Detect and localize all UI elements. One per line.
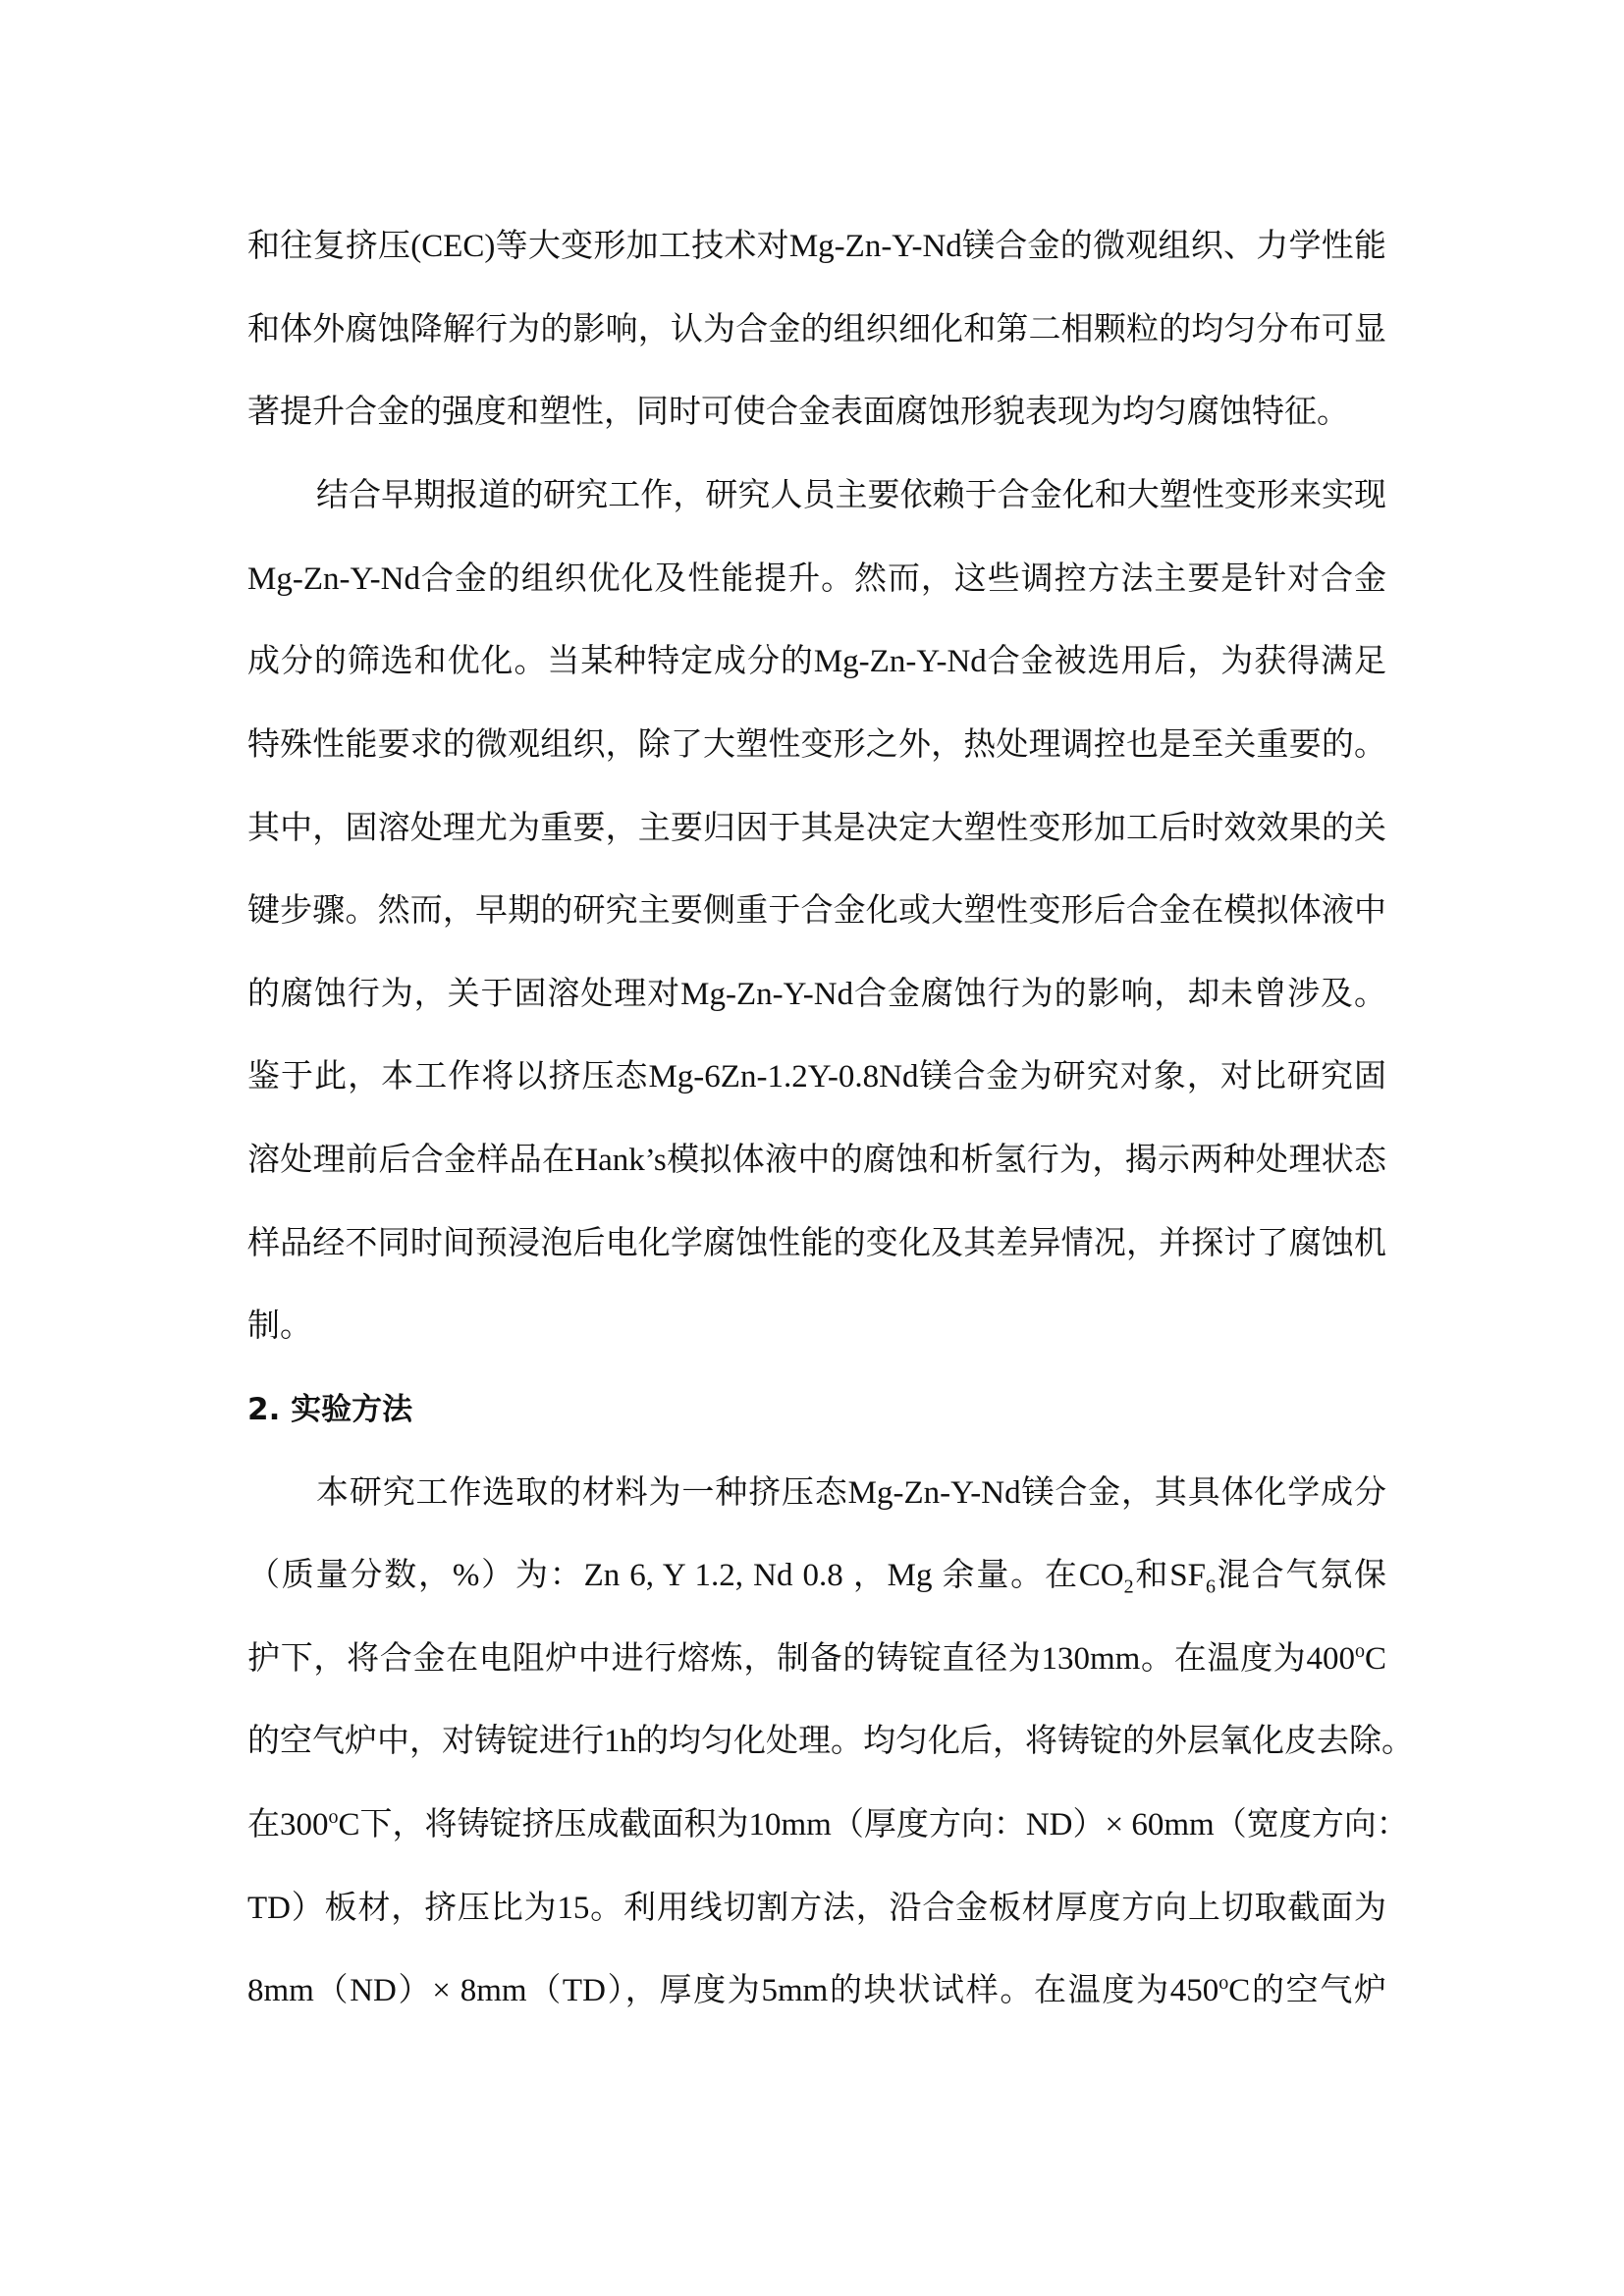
degree-superscript: o bbox=[1218, 1972, 1229, 1994]
paragraph-3-line-5 bbox=[247, 1803, 1409, 1846]
paragraph-3-line-6: TD）板材，挤压比为15。利用线切割方法，沿合金板材厚度方向上切取截面为 bbox=[247, 1891, 1386, 1926]
paragraph-2-line-1: 结合早期报道的研究工作，研究人员主要依赖于合金化和大塑性变形来实现 bbox=[316, 478, 1386, 513]
paragraph-2-line-8: 鉴于此，本工作将以挤压态Mg-6Zn-1.2Y-0.8Nd镁合金为研究对象，对比研究固 bbox=[247, 1059, 1386, 1095]
paragraph-2-line-11: 制。 bbox=[247, 1308, 312, 1344]
paragraph-3-line-2 bbox=[247, 1554, 1386, 1597]
paragraph-3-line-2-part-b: 和SF bbox=[1133, 1558, 1206, 1593]
paragraph-3-line-7-part-b: C的空气炉 bbox=[1228, 1973, 1386, 2008]
paragraph-3-line-2-part-c: 混合气氛保 bbox=[1215, 1558, 1387, 1593]
paragraph-3-line-3 bbox=[247, 1637, 1386, 1681]
paragraph-2-line-2: Mg-Zn-Y-Nd合金的组织优化及性能提升。然而，这些调控方法主要是针对合金 bbox=[247, 561, 1386, 597]
paragraph-2-line-6: 键步骤。然而，早期的研究主要侧重于合金化或大塑性变形后合金在模拟体液中 bbox=[247, 893, 1386, 929]
paragraph-2-line-3: 成分的筛选和优化。当某种特定成分的Mg-Zn-Y-Nd合金被选用后，为获得满足 bbox=[247, 644, 1386, 679]
degree-superscript: o bbox=[328, 1806, 339, 1828]
paragraph-3-line-4: 的空气炉中，对铸锭进行1h的均匀化处理。均匀化后，将铸锭的外层氧化皮去除。 bbox=[247, 1724, 1414, 1759]
paragraph-1-line-1: 和往复挤压(CEC)等大变形加工技术对Mg-Zn-Y-Nd镁合金的微观组织、力学性能 bbox=[247, 229, 1386, 264]
paragraph-3-line-7-part-a: 8mm（ND）× 8mm（TD），厚度为5mm的块状试样。在温度为450 bbox=[247, 1973, 1219, 2008]
paragraph-2-line-7: 的腐蚀行为，关于固溶处理对Mg-Zn-Y-Nd合金腐蚀行为的影响，却未曾涉及。 bbox=[247, 977, 1386, 1012]
paragraph-3-line-3-part-b: C bbox=[1364, 1641, 1386, 1677]
section-heading: 2. 实验方法 bbox=[247, 1392, 413, 1427]
paragraph-2-line-4: 特殊性能要求的微观组织，除了大塑性变形之外，热处理调控也是至关重要的。 bbox=[247, 727, 1386, 763]
degree-superscript: o bbox=[1354, 1640, 1365, 1662]
subscript-sf6: 6 bbox=[1205, 1575, 1216, 1598]
paragraph-2-line-9: 溶处理前后合金样品在Hank’s模拟体液中的腐蚀和析氢行为，揭示两种处理状态 bbox=[247, 1143, 1386, 1178]
paragraph-3-line-1: 本研究工作选取的材料为一种挤压态Mg-Zn-Y-Nd镁合金，其具体化学成分 bbox=[316, 1475, 1386, 1511]
paragraph-2-line-5: 其中，固溶处理尤为重要，主要归因于其是决定大塑性变形加工后时效效果的关 bbox=[247, 811, 1386, 846]
paragraph-3-line-7 bbox=[247, 1969, 1386, 2012]
paragraph-3-line-2-part-a: （质量分数，%）为：Zn 6, Y 1.2, Nd 0.8 ，Mg 余量。在CO bbox=[247, 1558, 1124, 1593]
paragraph-3-line-5-part-a: 在300 bbox=[247, 1807, 329, 1842]
paragraph-1-line-3: 著提升合金的强度和塑性，同时可使合金表面腐蚀形貌表现为均匀腐蚀特征。 bbox=[247, 395, 1349, 430]
paragraph-1-line-2: 和体外腐蚀降解行为的影响，认为合金的组织细化和第二相颗粒的均匀分布可显 bbox=[247, 312, 1386, 347]
subscript-co2: 2 bbox=[1123, 1575, 1134, 1598]
paragraph-3-line-3-part-a: 护下，将合金在电阻炉中进行熔炼，制备的铸锭直径为130mm。在温度为400 bbox=[247, 1641, 1355, 1677]
paragraph-3-line-5-part-b: C下，将铸锭挤压成截面积为10mm（厚度方向：ND）× 60mm（宽度方向： bbox=[338, 1807, 1409, 1842]
paragraph-2-line-10: 样品经不同时间预浸泡后电化学腐蚀性能的变化及其差异情况，并探讨了腐蚀机 bbox=[247, 1226, 1386, 1261]
